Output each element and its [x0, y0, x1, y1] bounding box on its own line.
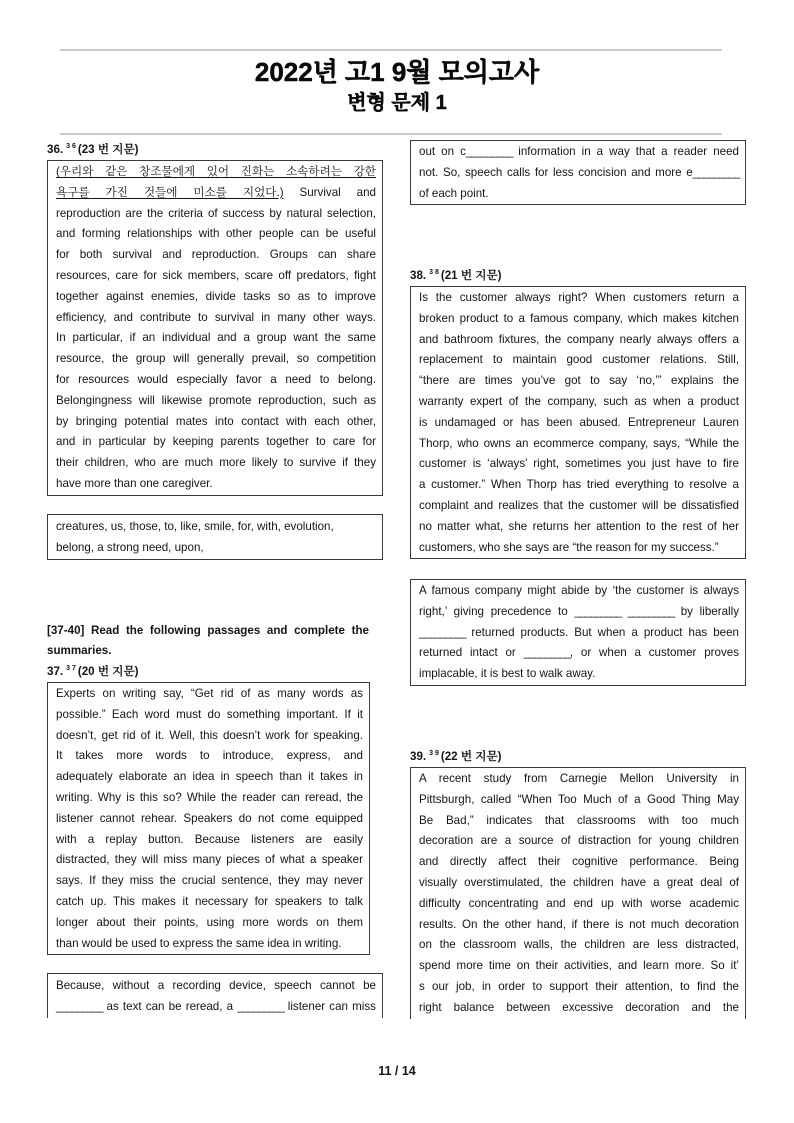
question-39-label [410, 747, 502, 768]
text-line: possible.” Each word must do something important. If it [56, 707, 363, 721]
question-39-passage [410, 767, 746, 1019]
text-line: Is the customer always right? When customers return a [419, 291, 739, 304]
question-37-summary [47, 973, 383, 1018]
text-line: and forming relationships with other people can be useful [56, 227, 376, 241]
text-line: spend more time on their activities, and learn more. So it’ [419, 959, 739, 973]
text-line: catch up. This makes it necessary for speakers to talk [56, 894, 363, 908]
answer-blank: _________ [627, 604, 674, 618]
text-line: for resources would especially favor a need to belong. [56, 372, 376, 386]
question-number: 37. [47, 664, 64, 678]
text-line: listener cannot rehear. Speakers do not come equipped [56, 811, 363, 825]
text-line: and in particular by keeping parents together to care for [56, 435, 376, 449]
text-line: Belongingness will likewise promote reproduction, such as [56, 393, 376, 407]
question-36-word-bank [47, 514, 383, 560]
text-line: 욕구를 가진 것들에 미소를 지었다.) Survival and [56, 185, 376, 199]
answer-blank: _________ [692, 165, 739, 179]
answer-blank: _________ [574, 604, 621, 618]
question-38-label [410, 266, 502, 287]
text-line: Because, without a recording device, speech cannot be [56, 979, 376, 992]
passage-source: (22 번 지문) [440, 749, 502, 763]
text-line: longer about their points, using more words on them [56, 915, 363, 929]
text-line: visually overstimulated, the children have a great deal of [419, 875, 739, 889]
text-line: _________ as text can be reread, a _________ listener can miss [56, 999, 376, 1013]
question-36-passage [47, 160, 383, 496]
text-line: A recent study from Carnegie Mellon University in [419, 772, 739, 785]
text-line: Pittsburgh, called “When Too Much of a Good Thing May [419, 792, 739, 806]
answer-blank: _________ [465, 145, 513, 158]
text-line: resource, the group will generally prevail, so competition [56, 352, 376, 366]
text-line: customers, who she says are “the reason for my success.” [419, 540, 719, 554]
text-line: distracted, they will miss many pieces of what a speaker [56, 853, 363, 867]
question-number: 38. [410, 268, 427, 282]
text-line: summaries. [47, 644, 112, 658]
text-line: Thorp, who owns an ecommerce company, says, “While the [419, 436, 739, 450]
text-line: reproduction are the criteria of success by natural selection, [56, 206, 376, 220]
text-line: “there are times you’ve got to say ‘no,’” explains the [419, 374, 739, 388]
text-line: creatures, us, those, to, like, smile, for, with, evolution, [56, 520, 334, 533]
text-line: A famous company might abide by ‘the customer is always [419, 584, 739, 597]
text-line: and directly affect their cognitive performance. Being [419, 855, 739, 869]
text-line: belong, a strong need, upon, [56, 540, 204, 554]
page-number: 11 / 14 [378, 1064, 416, 1078]
text-line: of each point. [419, 186, 489, 200]
text-line: out on c_________ information in a way that a reader need [419, 145, 739, 158]
text-line: and bathroom fixtures, the company nearly always offers a [419, 332, 739, 346]
text-line: with a replay button. Because listeners are easily [56, 832, 363, 846]
text-line: It takes more words to introduce, express, and [56, 749, 363, 763]
question-superscript: 3 7 [66, 664, 76, 672]
question-37-label [47, 662, 139, 683]
text-line: results. On the other hand, if there is not much decoration [419, 917, 739, 931]
text-line: In particular, if an individual and a group want the same [56, 331, 376, 345]
answer-blank: _________ [419, 625, 466, 639]
question-37-summary-continued [410, 140, 746, 205]
question-38-summary [410, 579, 746, 686]
text-line: right,’ giving precedence to _________ _________ by liberally [419, 604, 739, 618]
exam-title: 2022년 고1 9월 모의고사 [254, 57, 540, 87]
text-line: than would be used to express the same idea in writing. [56, 936, 342, 950]
question-36-label [47, 140, 139, 161]
question-number: 36. [47, 142, 64, 156]
text-line: _________ returned products. But when a product has been [419, 625, 739, 639]
text-line: replacement to maintain good customer relations. Still, [419, 353, 739, 367]
text-line: their children, who are much more likely to survive if they [56, 456, 376, 470]
text-line: on the classroom walls, the children are less distracted, [419, 938, 739, 952]
korean-hint-underlined: 욕구를 가진 것들에 미소를 지었다.) [56, 185, 284, 199]
text-line: [37-40] Read the following passages and complete the [47, 623, 369, 637]
passage-source: (21 번 지문) [440, 268, 502, 282]
exam-subtitle: 변형 문제 1 [347, 92, 447, 114]
question-38-passage [410, 286, 746, 559]
text-line: efficiency, and contribute to survival in many other ways. [56, 310, 376, 324]
text-line: have more than one caregiver. [56, 476, 213, 490]
text-line: broken product to a famous company, which makes kitchen [419, 311, 739, 325]
section-instructions [47, 621, 369, 663]
text-line: not. So, speech calls for less concision and more e_________ [419, 165, 739, 179]
text-line: returned intact or _________, or when a customer proves [419, 646, 739, 660]
header-rule-bottom [60, 133, 722, 135]
text-line: complaint and realizes that the customer will be dissatisfied [419, 498, 739, 512]
question-superscript: 3 8 [429, 268, 439, 276]
text-line: a customer.” When Thorp has tried everything to resolve a [419, 478, 739, 492]
answer-blank: _________ [237, 999, 284, 1013]
text-line: no matter what, she returns her attention to the rest of her [419, 519, 739, 533]
text-line: difficulty concentrating and end up with worse academic [419, 896, 739, 910]
text-line: implacable, it is best to walk away. [419, 667, 596, 681]
text-line: customer is ‘always’ right, sometimes you just have to fire [419, 457, 739, 471]
passage-source: (20 번 지문) [77, 664, 139, 678]
question-number: 39. [410, 749, 427, 763]
text-line: Experts on writing say, “Get rid of as many words as [56, 687, 363, 700]
answer-blank: _________ [56, 999, 103, 1013]
text-line: right balance between excessive decoration and the [419, 1000, 739, 1014]
answer-blank: _________ [523, 646, 570, 660]
text-line: Be Bad,” indicates that classrooms with too much [419, 813, 739, 827]
header-rule-top [60, 49, 722, 51]
text-line: doesn’t, get rid of it. Well, this doesn’t work for speaking. [56, 728, 363, 742]
text-line: warranty expert of the company, such as when a product [419, 394, 739, 408]
text-line: adequately elaborate an idea in speech than it takes in [56, 770, 363, 784]
text-line: writing. Why is this so? While the reader can reread, the [56, 790, 363, 804]
text-line: for both survival and reproduction. Groups can share [56, 248, 376, 262]
text-line: decoration are a source of distraction for young children [419, 834, 739, 848]
text-line: says. If they miss the crucial sentence, they may never [56, 874, 363, 888]
passage-source: (23 번 지문) [77, 142, 139, 156]
text-line: together against enemies, divide tasks so as to improve [56, 289, 376, 303]
question-superscript: 3 6 [66, 142, 76, 150]
korean-hint-underlined: (우리와 같은 창조물에게 있어 진화는 소속하려는 강한 [56, 165, 376, 178]
question-37-passage [47, 682, 370, 955]
text-line: resources, care for sick members, scare off predators, fight [56, 268, 376, 282]
text-line [56, 162, 376, 183]
text-line: s our job, in order to support their attention, to find the [419, 979, 739, 993]
text-line: is undamaged or has been abused. Entrepreneur Lauren [419, 415, 739, 429]
question-superscript: 3 9 [429, 749, 439, 757]
text-line: by bringing potential mates into contact with each other, [56, 414, 376, 428]
